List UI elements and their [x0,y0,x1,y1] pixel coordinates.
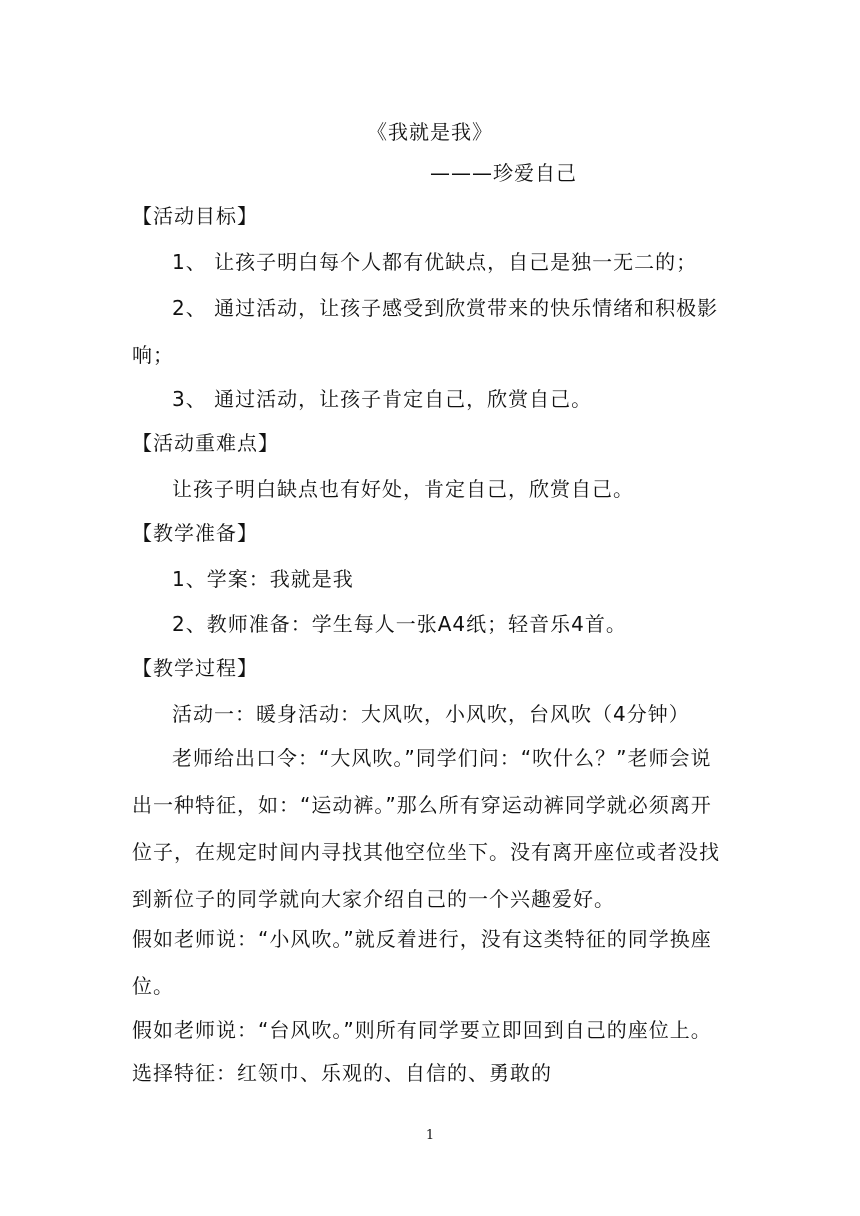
section-heading-preparation: 【教学准备】 [132,521,258,545]
section-heading-keypoints: 【活动重难点】 [132,431,279,455]
activity-1-paragraph: 老师给出口令：“大风吹。”同学们问：“吹什么？”老师会说出一种特征，如：“运动裤。”那么所有穿运动裤同学就必须离开位子，在规定时间内寻找其他空位坐下。没有离开座位或者没找到新位子的同学就向大家介绍自己的一个兴趣爱好。 [132,746,720,911]
goal-item-3: 3、 通过活动，让孩子肯定自己，欣赏自己。 [172,387,593,411]
activity-1-title: 活动一：暖身活动：大风吹，小风吹，台风吹（4分钟） [172,702,690,726]
prep-item-2: 2、教师准备：学生每人一张A4纸；轻音乐4首。 [172,612,627,636]
section-heading-goals: 【活动目标】 [132,204,258,228]
feature-selection: 选择特征：红领巾、乐观的、自信的、勇敢的 [132,1061,552,1085]
keypoint-text: 让孩子明白缺点也有好处，肯定自己，欣赏自己。 [172,477,634,501]
rule-paragraph-small-wind: 假如老师说：“小风吹。”就反着进行，没有这类特征的同学换座位。 [132,927,712,998]
goal-item-2: 2、 通过活动，让孩子感受到欣赏带来的快乐情绪和积极影响； [132,296,719,367]
rule-paragraph-typhoon: 假如老师说：“台风吹。”则所有同学要立即回到自己的座位上。 [132,1018,712,1042]
prep-item-1: 1、学案：我就是我 [172,567,354,591]
page-number: 1 [425,1128,435,1143]
goal-item-1: 1、 让孩子明白每个人都有优缺点，自己是独一无二的； [172,250,698,274]
doc-title: 《我就是我》 [367,120,493,144]
doc-subtitle: ———珍爱自己 [430,161,577,185]
section-heading-process: 【教学过程】 [132,656,258,680]
